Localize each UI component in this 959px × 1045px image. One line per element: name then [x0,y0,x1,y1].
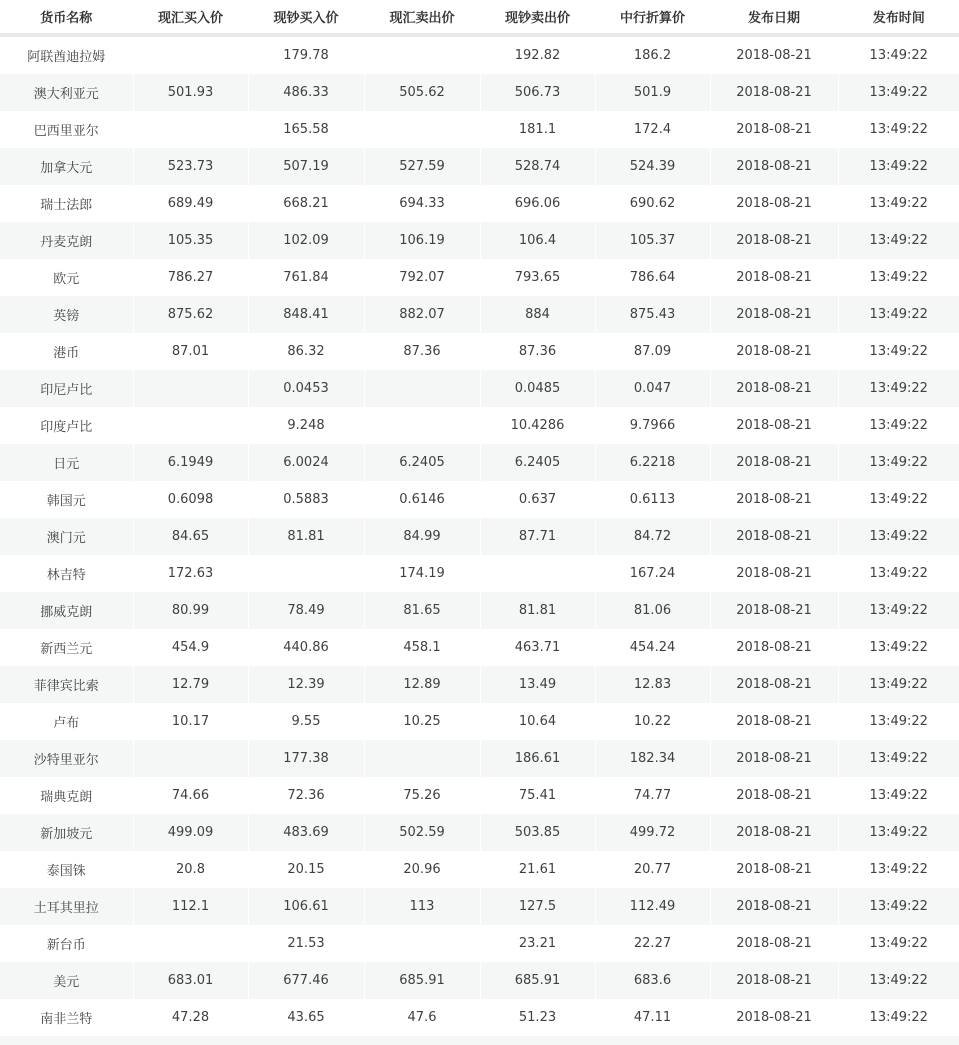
boc-conversion-cell: 105.37 [595,222,710,259]
boc-conversion-cell: 524.39 [595,148,710,185]
currency-name-cell: 新台币 [0,925,133,962]
spot-sell-cell [364,740,480,777]
spot-buy-cell: 875.62 [133,296,248,333]
cash-sell-cell: 884 [480,296,595,333]
cash-buy-cell: 72.36 [248,777,364,814]
publish-date-cell: 2018-08-21 [710,222,838,259]
cash-sell-cell: 51.23 [480,999,595,1036]
spot-buy-cell: 683.01 [133,962,248,999]
publish-date-cell: 2018-08-21 [710,333,838,370]
cash-sell-cell: 10.64 [480,703,595,740]
header-row [0,0,959,35]
spot-buy-cell: 20.8 [133,851,248,888]
publish-time-cell: 13:49:22 [838,925,959,962]
cash-buy-cell: 6.0024 [248,444,364,481]
cash-buy-cell: 165.58 [248,111,364,148]
publish-date-cell: 2018-08-21 [710,703,838,740]
currency-name-cell: 美元 [0,962,133,999]
cash-buy-cell: 0.5883 [248,481,364,518]
spot-buy-cell: 0.6098 [133,481,248,518]
cash-sell-cell: 87.36 [480,333,595,370]
boc-conversion-cell: 84.72 [595,518,710,555]
spot-sell-cell: 174.19 [364,555,480,592]
spot-buy-cell: 74.66 [133,777,248,814]
spot-buy-cell: 6.1949 [133,444,248,481]
spot-sell-cell: 527.59 [364,148,480,185]
boc-conversion-cell: 172.4 [595,111,710,148]
spot-sell-cell: 505.62 [364,74,480,111]
column-header-cash-buy: 现钞买入价 [248,0,364,35]
publish-date-cell: 2018-08-21 [710,518,838,555]
cash-sell-cell: 75.41 [480,777,595,814]
spot-sell-cell [364,925,480,962]
cash-sell-cell: 23.21 [480,925,595,962]
currency-name-cell: 港币 [0,333,133,370]
publish-time-cell: 13:49:22 [838,518,959,555]
publish-time-cell: 13:49:22 [838,851,959,888]
boc-conversion-cell: 786.64 [595,259,710,296]
cash-sell-cell: 81.81 [480,592,595,629]
table-row [0,592,959,629]
boc-conversion-cell: 499.72 [595,814,710,851]
spot-sell-cell: 694.33 [364,185,480,222]
publish-date-cell: 2018-08-21 [710,888,838,925]
table-row [0,814,959,851]
spot-buy-cell [133,370,248,407]
currency-name-cell: 新西兰元 [0,629,133,666]
publish-time-cell: 13:49:22 [838,962,959,999]
cash-buy-cell: 20.15 [248,851,364,888]
table-row [0,555,959,592]
spot-sell-cell: 75.26 [364,777,480,814]
table-row [0,185,959,222]
publish-date-cell: 2018-08-21 [710,555,838,592]
cash-sell-cell: 186.61 [480,740,595,777]
table-row [0,111,959,148]
spot-buy-cell: 112.1 [133,888,248,925]
cash-buy-cell: 9.248 [248,407,364,444]
boc-conversion-cell: 0.6113 [595,481,710,518]
table-row [0,222,959,259]
boc-conversion-cell: 10.22 [595,703,710,740]
cash-sell-cell: 106.4 [480,222,595,259]
publish-date-cell: 2018-08-21 [710,629,838,666]
table-row [0,925,959,962]
spot-sell-cell: 10.25 [364,703,480,740]
publish-time-cell: 13:49:22 [838,222,959,259]
currency-name-cell: 澳大利亚元 [0,74,133,111]
cash-sell-cell: 0.637 [480,481,595,518]
currency-name-cell: 卢布 [0,703,133,740]
spot-buy-cell: 689.49 [133,185,248,222]
column-header-boc-conversion: 中行折算价 [595,0,710,35]
spot-sell-cell: 84.99 [364,518,480,555]
publish-time-cell: 13:49:22 [838,111,959,148]
publish-time-cell: 13:49:22 [838,444,959,481]
spot-sell-cell [364,111,480,148]
spot-buy-cell: 47.28 [133,999,248,1036]
spot-buy-cell: 80.99 [133,592,248,629]
spot-sell-cell: 47.6 [364,999,480,1036]
column-header-spot-sell: 现汇卖出价 [364,0,480,35]
currency-name-cell: 瑞士法郎 [0,185,133,222]
publish-date-cell: 2018-08-21 [710,851,838,888]
publish-date-cell: 2018-08-21 [710,296,838,333]
cash-buy-cell: 21.53 [248,925,364,962]
cash-buy-cell: 78.49 [248,592,364,629]
spot-sell-cell: 113 [364,888,480,925]
cash-sell-cell: 10.4286 [480,407,595,444]
currency-name-cell: 韩国元 [0,481,133,518]
table-row [0,629,959,666]
cash-buy-cell: 9.55 [248,703,364,740]
spot-buy-cell: 105.35 [133,222,248,259]
table-row [0,740,959,777]
publish-time-cell: 13:49:22 [838,777,959,814]
publish-date-cell: 2018-08-21 [710,185,838,222]
table-row [0,666,959,703]
boc-conversion-cell: 6.2218 [595,444,710,481]
cash-buy-cell: 86.32 [248,333,364,370]
publish-date-cell: 2018-08-21 [710,444,838,481]
spot-sell-cell: 12.89 [364,666,480,703]
table-row [0,148,959,185]
boc-conversion-cell: 20.77 [595,851,710,888]
publish-date-cell: 2018-08-21 [710,148,838,185]
publish-time-cell: 13:49:22 [838,888,959,925]
table-row [0,851,959,888]
column-header-cash-sell: 现钞卖出价 [480,0,595,35]
spot-buy-cell: 87.01 [133,333,248,370]
publish-time-cell: 13:49:22 [838,74,959,111]
cash-buy-cell: 106.61 [248,888,364,925]
cash-buy-cell: 668.21 [248,185,364,222]
spot-buy-cell [133,925,248,962]
publish-time-cell: 13:49:22 [838,35,959,74]
table-row [0,962,959,999]
cash-sell-cell: 463.71 [480,629,595,666]
currency-name-cell: 英镑 [0,296,133,333]
cash-sell-cell: 503.85 [480,814,595,851]
cash-buy-cell: 483.69 [248,814,364,851]
boc-conversion-cell: 690.62 [595,185,710,222]
table-row [0,370,959,407]
boc-conversion-cell: 47.11 [595,999,710,1036]
currency-name-cell: 挪威克朗 [0,592,133,629]
table-row [0,296,959,333]
publish-time-cell: 13:49:22 [838,629,959,666]
currency-name-cell: 澳门元 [0,518,133,555]
boc-conversion-cell: 875.43 [595,296,710,333]
cash-sell-cell: 127.5 [480,888,595,925]
currency-name-cell: 瑞典克朗 [0,777,133,814]
cash-buy-cell: 81.81 [248,518,364,555]
table-row [0,518,959,555]
column-header-currency-name: 货币名称 [0,0,133,35]
boc-conversion-cell: 12.83 [595,666,710,703]
publish-date-cell: 2018-08-21 [710,35,838,74]
spot-buy-cell: 12.79 [133,666,248,703]
currency-name-cell: 泰国铢 [0,851,133,888]
table-row [0,35,959,74]
publish-date-cell: 2018-08-21 [710,777,838,814]
cash-sell-cell: 13.49 [480,666,595,703]
table-row [0,703,959,740]
publish-date-cell: 2018-08-21 [710,814,838,851]
spot-sell-cell: 685.91 [364,962,480,999]
table-row [0,777,959,814]
cash-sell-cell: 192.82 [480,35,595,74]
publish-time-cell: 13:49:22 [838,999,959,1036]
cash-sell-cell [480,555,595,592]
boc-conversion-cell: 454.24 [595,629,710,666]
publish-time-cell: 13:49:22 [838,333,959,370]
spot-sell-cell: 792.07 [364,259,480,296]
publish-date-cell: 2018-08-21 [710,370,838,407]
currency-name-cell: 印尼卢比 [0,370,133,407]
table-row [0,999,959,1036]
spot-buy-cell: 786.27 [133,259,248,296]
spot-sell-cell: 20.96 [364,851,480,888]
currency-name-cell: 印度卢比 [0,407,133,444]
spot-buy-cell: 499.09 [133,814,248,851]
spot-buy-cell [133,35,248,74]
boc-conversion-cell: 0.047 [595,370,710,407]
publish-time-cell: 13:49:22 [838,555,959,592]
spot-sell-cell: 87.36 [364,333,480,370]
currency-name-cell: 土耳其里拉 [0,888,133,925]
publish-date-cell: 2018-08-21 [710,592,838,629]
table-row [0,74,959,111]
currency-name-cell: 沙特里亚尔 [0,740,133,777]
publish-time-cell: 13:49:22 [838,740,959,777]
publish-date-cell: 2018-08-21 [710,962,838,999]
spot-sell-cell [364,407,480,444]
table-row [0,444,959,481]
currency-name-cell: 菲律宾比索 [0,666,133,703]
spot-sell-cell: 458.1 [364,629,480,666]
publish-time-cell: 13:49:22 [838,370,959,407]
spot-buy-cell [133,407,248,444]
spot-sell-cell: 882.07 [364,296,480,333]
publish-time-cell: 13:49:22 [838,148,959,185]
cash-sell-cell: 696.06 [480,185,595,222]
currency-name-cell: 阿联酋迪拉姆 [0,35,133,74]
boc-conversion-cell: 186.2 [595,35,710,74]
cash-sell-cell: 6.2405 [480,444,595,481]
boc-conversion-cell: 22.27 [595,925,710,962]
boc-conversion-cell: 74.77 [595,777,710,814]
publish-time-cell: 13:49:22 [838,666,959,703]
column-header-publish-time: 发布时间 [838,0,959,35]
next-row-partial-strip [0,1036,959,1045]
cash-sell-cell: 87.71 [480,518,595,555]
currency-name-cell: 南非兰特 [0,999,133,1036]
cash-buy-cell: 761.84 [248,259,364,296]
cash-buy-cell: 179.78 [248,35,364,74]
spot-buy-cell: 501.93 [133,74,248,111]
table-header [0,0,959,35]
table-body [0,35,959,1036]
publish-time-cell: 13:49:22 [838,185,959,222]
cash-buy-cell: 677.46 [248,962,364,999]
boc-conversion-cell: 81.06 [595,592,710,629]
cash-buy-cell: 177.38 [248,740,364,777]
cash-sell-cell: 793.65 [480,259,595,296]
spot-buy-cell: 172.63 [133,555,248,592]
publish-date-cell: 2018-08-21 [710,74,838,111]
cash-buy-cell: 848.41 [248,296,364,333]
spot-sell-cell [364,370,480,407]
publish-date-cell: 2018-08-21 [710,111,838,148]
publish-time-cell: 13:49:22 [838,592,959,629]
boc-conversion-cell: 683.6 [595,962,710,999]
boc-conversion-cell: 167.24 [595,555,710,592]
cash-sell-cell: 21.61 [480,851,595,888]
cash-sell-cell: 506.73 [480,74,595,111]
table-row [0,333,959,370]
publish-time-cell: 13:49:22 [838,481,959,518]
publish-date-cell: 2018-08-21 [710,925,838,962]
currency-name-cell: 加拿大元 [0,148,133,185]
publish-date-cell: 2018-08-21 [710,407,838,444]
publish-time-cell: 13:49:22 [838,296,959,333]
table-row [0,407,959,444]
table-row [0,888,959,925]
spot-sell-cell: 6.2405 [364,444,480,481]
publish-date-cell: 2018-08-21 [710,259,838,296]
column-header-publish-date: 发布日期 [710,0,838,35]
cash-buy-cell: 507.19 [248,148,364,185]
cash-buy-cell: 440.86 [248,629,364,666]
currency-name-cell: 丹麦克朗 [0,222,133,259]
boc-conversion-cell: 112.49 [595,888,710,925]
table-row [0,259,959,296]
currency-name-cell: 日元 [0,444,133,481]
spot-sell-cell [364,35,480,74]
publish-time-cell: 13:49:22 [838,259,959,296]
spot-buy-cell: 10.17 [133,703,248,740]
boc-conversion-cell: 87.09 [595,333,710,370]
publish-time-cell: 13:49:22 [838,703,959,740]
spot-sell-cell: 0.6146 [364,481,480,518]
cash-buy-cell: 0.0453 [248,370,364,407]
cash-sell-cell: 181.1 [480,111,595,148]
spot-buy-cell: 454.9 [133,629,248,666]
publish-date-cell: 2018-08-21 [710,740,838,777]
cash-buy-cell: 12.39 [248,666,364,703]
cash-buy-cell: 486.33 [248,74,364,111]
spot-buy-cell [133,111,248,148]
cash-sell-cell: 0.0485 [480,370,595,407]
cash-buy-cell: 43.65 [248,999,364,1036]
publish-time-cell: 13:49:22 [838,814,959,851]
publish-time-cell: 13:49:22 [838,407,959,444]
boc-conversion-cell: 9.7966 [595,407,710,444]
publish-date-cell: 2018-08-21 [710,999,838,1036]
cash-buy-cell [248,555,364,592]
publish-date-cell: 2018-08-21 [710,666,838,703]
cash-buy-cell: 102.09 [248,222,364,259]
cash-sell-cell: 685.91 [480,962,595,999]
publish-date-cell: 2018-08-21 [710,481,838,518]
column-header-spot-buy: 现汇买入价 [133,0,248,35]
spot-sell-cell: 502.59 [364,814,480,851]
currency-name-cell: 林吉特 [0,555,133,592]
boc-conversion-cell: 182.34 [595,740,710,777]
spot-buy-cell [133,740,248,777]
currency-name-cell: 欧元 [0,259,133,296]
table-row [0,481,959,518]
spot-sell-cell: 81.65 [364,592,480,629]
cash-sell-cell: 528.74 [480,148,595,185]
currency-name-cell: 新加坡元 [0,814,133,851]
currency-name-cell: 巴西里亚尔 [0,111,133,148]
spot-buy-cell: 84.65 [133,518,248,555]
spot-buy-cell: 523.73 [133,148,248,185]
boc-conversion-cell: 501.9 [595,74,710,111]
spot-sell-cell: 106.19 [364,222,480,259]
